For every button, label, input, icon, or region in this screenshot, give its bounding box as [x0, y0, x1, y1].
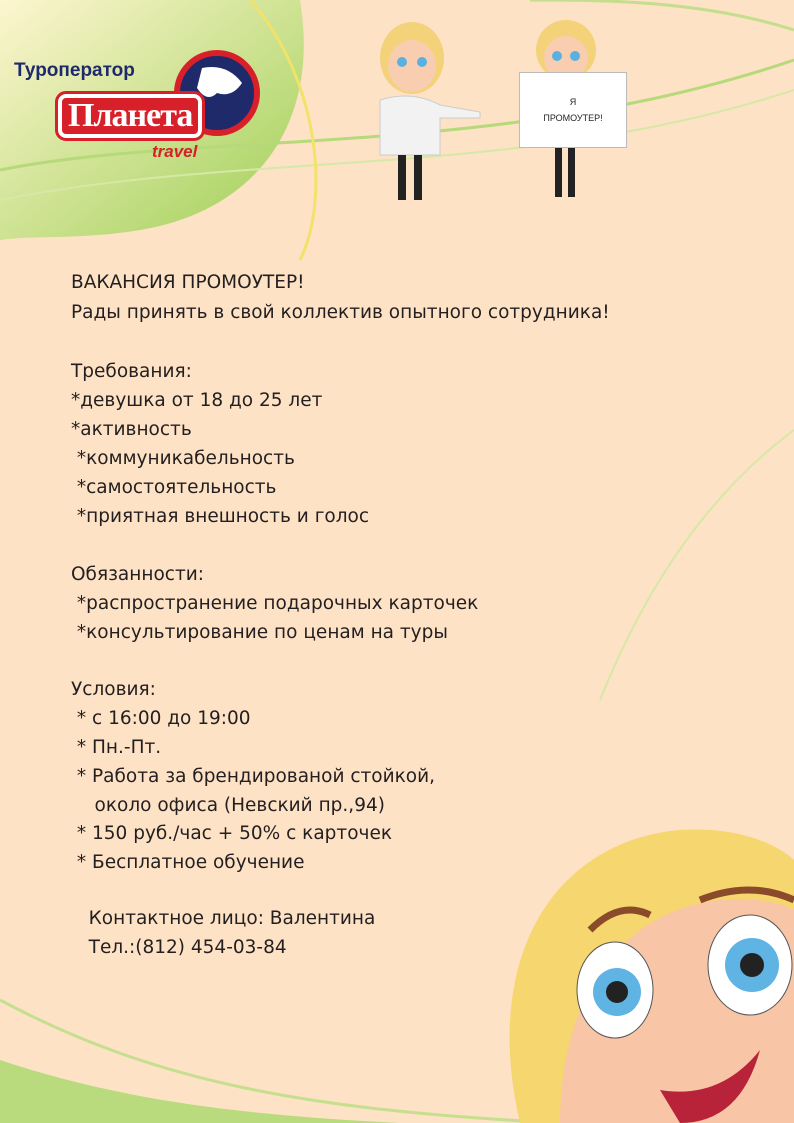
- requirements-heading: Требования:: [71, 361, 192, 382]
- intro-line: Рады принять в свой коллектив опытного сотрудника!: [71, 302, 610, 323]
- smiling-girl-face-illustration: [510, 830, 794, 1123]
- requirement-item: *самостоятельность: [71, 477, 277, 498]
- duty-item: *консультирование по ценам на туры: [71, 622, 448, 643]
- duties-heading: Обязанности:: [71, 564, 204, 585]
- sign-line-2: ПРОМОУТЕР!: [543, 113, 603, 123]
- vacancy-title: ВАКАНСИЯ ПРОМОУТЕР!: [71, 272, 305, 293]
- condition-item: * Бесплатное обучение: [71, 852, 305, 873]
- condition-item: около офиса (Невский пр.,94): [71, 795, 385, 816]
- condition-item: * Пн.-Пт.: [71, 737, 162, 758]
- contact-person: Контактное лицо: Валентина: [71, 908, 376, 929]
- logo-sub: travel: [152, 142, 198, 161]
- condition-item: * с 16:00 до 19:00: [71, 708, 251, 729]
- logo-tagline: Туроператор: [14, 60, 135, 81]
- requirement-item: *коммуникабельность: [71, 448, 295, 469]
- condition-item: * 150 руб./час + 50% с карточек: [71, 823, 393, 844]
- duty-item: *распространение подарочных карточек: [71, 593, 479, 614]
- sign-line-1: Я: [569, 97, 577, 107]
- conditions-heading: Условия:: [71, 679, 156, 700]
- requirement-item: *активность: [71, 419, 192, 440]
- requirement-item: *девушка от 18 до 25 лет: [71, 390, 323, 411]
- logo-brand: Планета: [58, 94, 202, 138]
- requirement-item: *приятная внешность и голос: [71, 506, 370, 527]
- promoter-girl-pointing-illustration: [380, 22, 480, 200]
- promoter-sign: [519, 72, 627, 148]
- condition-item: * Работа за брендированой стойкой,: [71, 766, 436, 787]
- contact-phone: Тел.:(812) 454-03-84: [71, 937, 287, 958]
